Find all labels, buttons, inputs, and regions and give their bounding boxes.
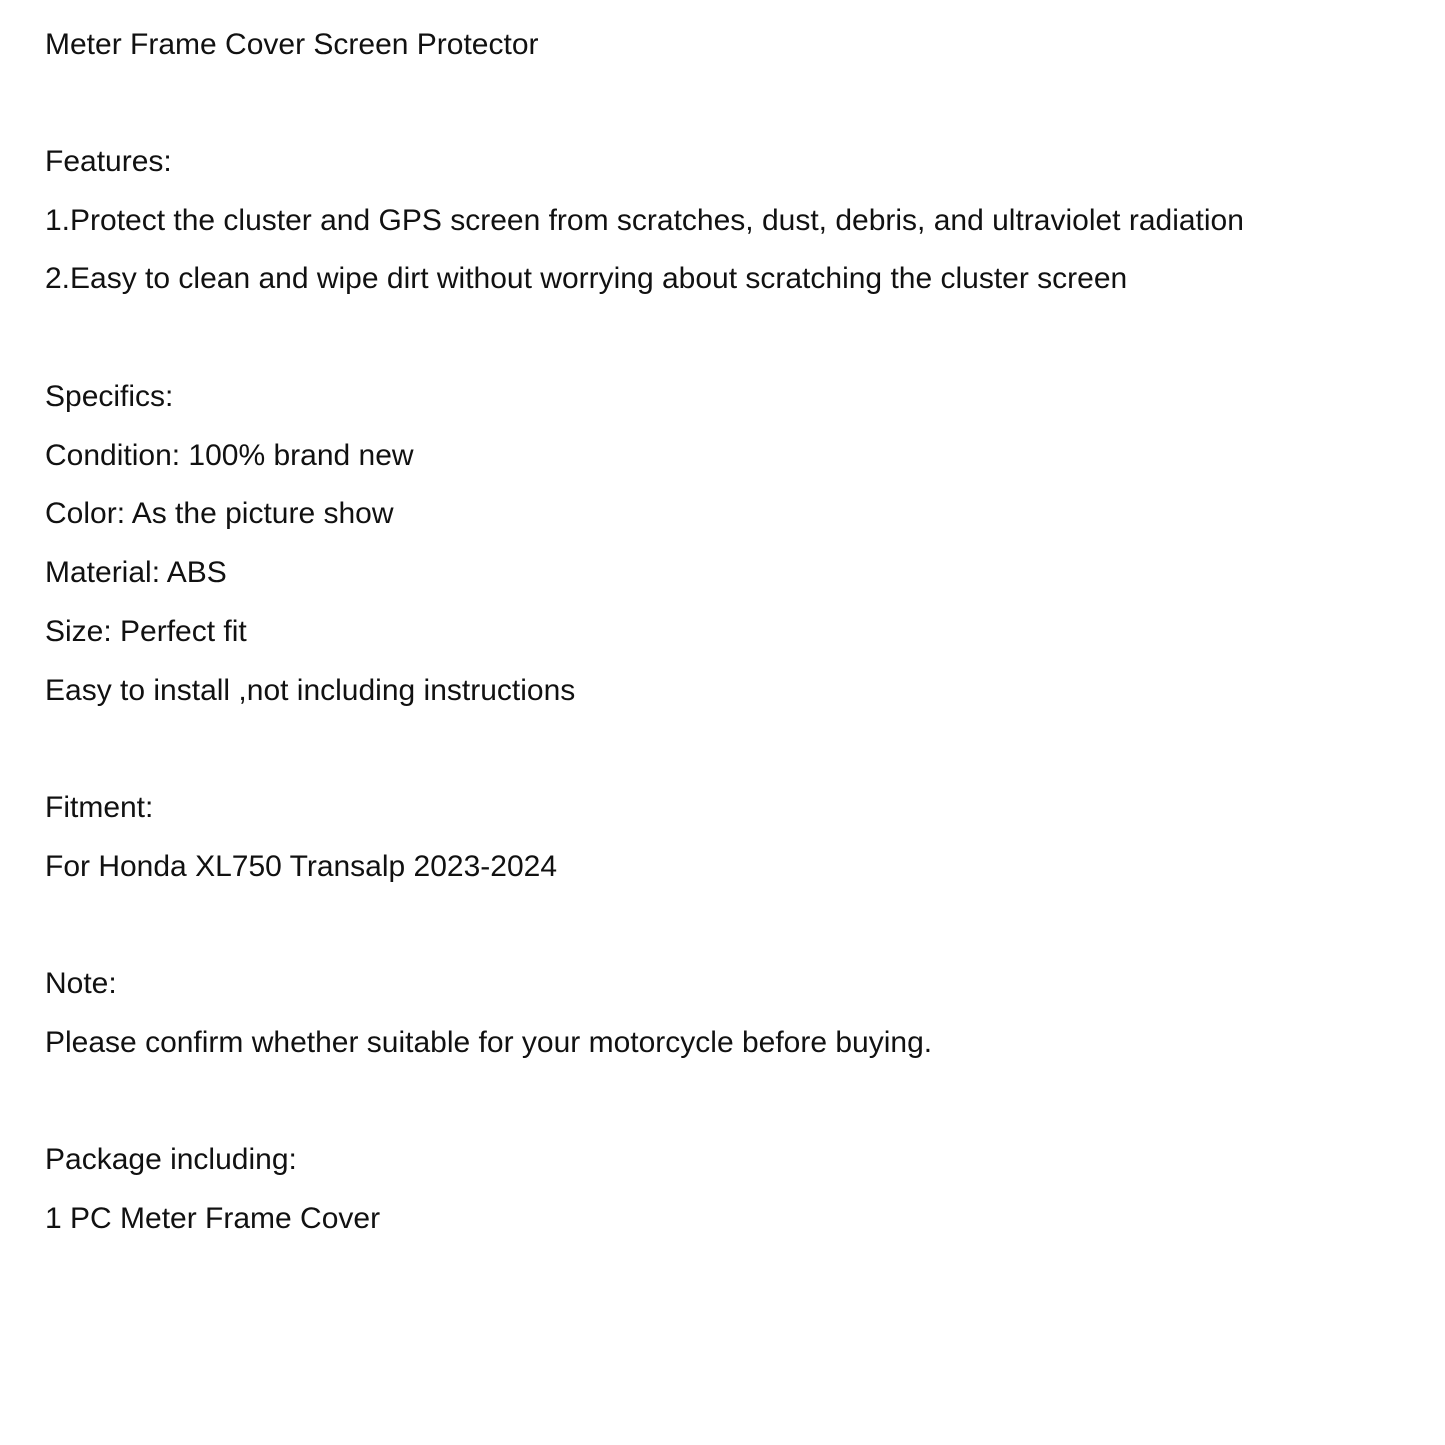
features-heading: Features: — [45, 145, 172, 178]
spec-material: Material: ABS — [45, 556, 227, 589]
spec-condition: Condition: 100% brand new — [45, 439, 414, 472]
note-heading: Note: — [45, 967, 117, 1000]
fitment-item: For Honda XL750 Transalp 2023-2024 — [45, 850, 558, 883]
specifics-heading: Specifics: — [45, 380, 174, 413]
spec-size: Size: Perfect fit — [45, 615, 247, 648]
package-item: 1 PC Meter Frame Cover — [45, 1202, 381, 1235]
feature-item: 1.Protect the cluster and GPS screen from scratches, dust, debris, and ultraviolet radiation — [45, 204, 1244, 237]
feature-item: 2.Easy to clean and wipe dirt without worrying about scratching the cluster screen — [45, 262, 1128, 295]
note-item: Please confirm whether suitable for your motorcycle before buying. — [45, 1026, 933, 1059]
fitment-heading: Fitment: — [45, 791, 154, 824]
spec-color: Color: As the picture show — [45, 497, 394, 530]
product-title: Meter Frame Cover Screen Protector — [45, 28, 539, 61]
package-heading: Package including: — [45, 1143, 297, 1176]
spec-install: Easy to install ,not including instructions — [45, 674, 576, 707]
